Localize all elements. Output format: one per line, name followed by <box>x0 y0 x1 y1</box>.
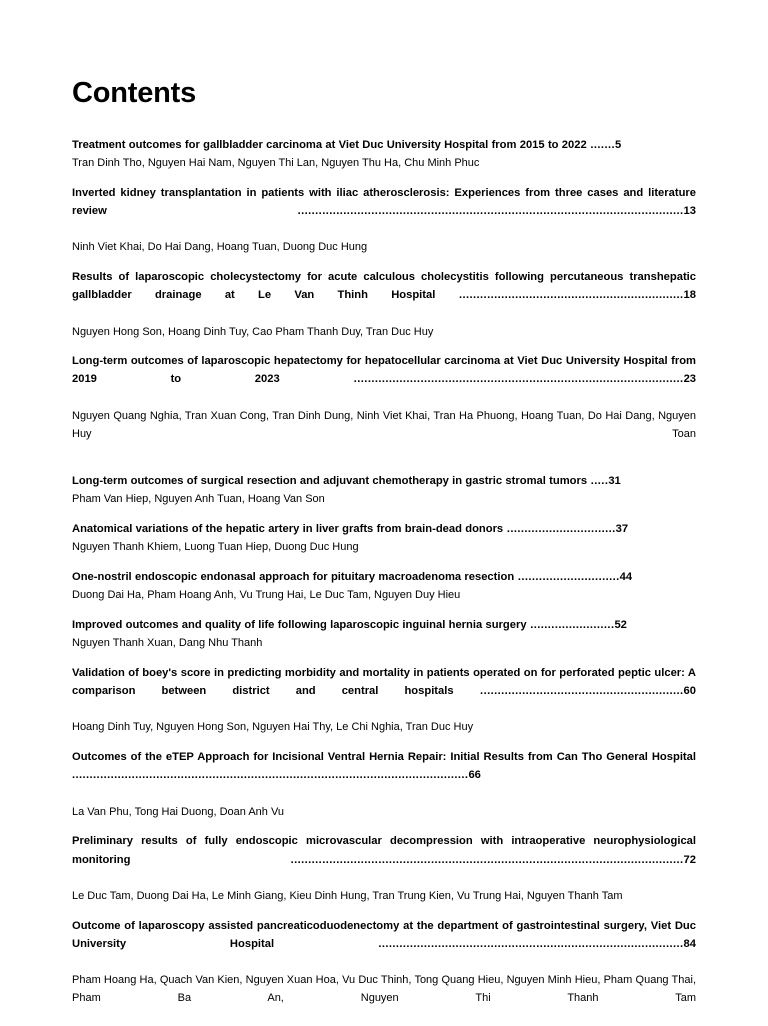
toc-entry-title: Preliminary results of fully endoscopic microvascular decompression with intraoperative neurophysiological monitoring <box>72 835 696 866</box>
toc-entry-title: Treatment outcomes for gallbladder carcinoma at Viet Duc University Hospital from 2015 to 2022 <box>72 138 587 151</box>
toc-entry-title-line <box>72 917 696 971</box>
page-title: Contents <box>72 77 197 109</box>
toc-entry-title-line <box>72 616 696 634</box>
toc-entry-title: Anatomical variations of the hepatic artery in liver grafts from brain-dead donors <box>72 523 504 536</box>
toc-page-number: 66 <box>468 769 481 782</box>
toc-entry-authors: Nguyen Thanh Xuan, Dang Nhu Thanh <box>72 637 263 650</box>
toc-entry-authors: Hoang Dinh Tuy, Nguyen Hong Son, Nguyen Hai Thy, Le Chi Nghia, Tran Duc Huy <box>72 721 474 734</box>
toc-entry-authors: La Van Phu, Tong Hai Duong, Doan Anh Vu <box>72 805 285 818</box>
toc-entry[interactable] <box>72 268 696 341</box>
toc-page-number: 52 <box>614 619 627 632</box>
toc-entry[interactable] <box>72 136 696 173</box>
toc-page-number: 72 <box>683 853 696 866</box>
toc-page-number: 84 <box>683 937 696 950</box>
toc-leader: ........................ <box>526 619 615 632</box>
toc-leader: ....... <box>586 138 615 151</box>
toc-entry[interactable] <box>72 832 696 905</box>
toc-entry[interactable] <box>72 748 696 821</box>
toc-entry-title: Long-term outcomes of laparoscopic hepatectomy for hepatocellular carcinoma at Viet Duc University Hospital from 2019 to 2023 <box>72 355 696 386</box>
toc-leader: .............................................................................................. <box>279 373 684 386</box>
toc-entry-title-line <box>72 664 696 718</box>
toc-entry-authors: Pham Van Hiep, Nguyen Anh Tuan, Hoang Van Son <box>72 493 325 506</box>
toc-entry-title: Outcome of laparoscopy assisted pancreaticoduodenectomy at the department of gastrointestinal surgery, Viet Duc University Hospital <box>72 919 696 950</box>
toc-entry[interactable] <box>72 352 696 461</box>
toc-entry-authors: Nguyen Hong Son, Hoang Dinh Tuy, Cao Pham Thanh Duy, Tran Duc Huy <box>72 325 434 338</box>
toc-entry-title-line <box>72 472 696 490</box>
toc-entry-authors: Duong Dai Ha, Pham Hoang Anh, Vu Trung Hai, Le Duc Tam, Nguyen Duy Hieu <box>72 589 461 602</box>
toc-page-number: 13 <box>683 204 696 217</box>
toc-entry-title: Improved outcomes and quality of life following laparoscopic inguinal hernia surgery <box>72 619 527 632</box>
toc-entry-authors: Nguyen Thanh Khiem, Luong Tuan Hiep, Duong Duc Hung <box>72 541 359 554</box>
toc-page-number: 23 <box>683 373 697 386</box>
toc-entry[interactable] <box>72 520 696 557</box>
toc-leader: ............................... <box>503 523 616 536</box>
toc-entry-title-line <box>72 520 696 538</box>
toc-leader: ....................................................................................... <box>274 937 684 950</box>
toc-entry[interactable] <box>72 472 696 509</box>
toc-page-number: 18 <box>683 289 696 302</box>
toc-entry[interactable] <box>72 184 696 257</box>
table-of-contents <box>72 136 696 1026</box>
toc-leader: ................................................................................................................. <box>72 769 469 782</box>
toc-entry-title: Long-term outcomes of surgical resection and adjuvant chemotherapy in gastric stromal tumors <box>72 475 588 488</box>
toc-entry-authors: Le Duc Tam, Duong Dai Ha, Le Minh Giang, Kieu Dinh Hung, Tran Trung Kien, Vu Trung Hai, Nguyen Thanh Tam <box>72 889 623 902</box>
toc-entry-title-line <box>72 184 696 238</box>
toc-entry-title: Inverted kidney transplantation in patients with iliac atherosclerosis: Experiences from three cases and literature review <box>72 186 696 217</box>
toc-page-number: 60 <box>683 685 696 698</box>
toc-entry-title-line <box>72 136 696 154</box>
toc-entry[interactable] <box>72 917 696 1026</box>
toc-entry-title-line <box>72 832 696 886</box>
toc-page-number: 37 <box>615 523 629 536</box>
toc-page-number: 31 <box>608 475 621 488</box>
toc-entry-title-line <box>72 748 696 802</box>
toc-entry[interactable] <box>72 568 696 605</box>
toc-leader: .......................................................... <box>453 685 684 698</box>
toc-leader: ............................. <box>514 571 620 584</box>
toc-entry-authors: Pham Hoang Ha, Quach Van Kien, Nguyen Xuan Hoa, Vu Duc Thinh, Tong Quang Hieu, Nguyen Minh Hieu, Pham Quang Thai, Pham Ba An, Nguyen Thi Thanh Tam <box>72 974 696 1004</box>
toc-entry-title: One-nostril endoscopic endonasal approach for pituitary macroadenoma resection <box>72 571 515 584</box>
toc-entry-title: Results of laparoscopic cholecystectomy for acute calculous cholecystitis following percutaneous transhepatic gallbladder drainage at Le Van Thinh Hospital <box>72 271 696 302</box>
toc-page-number: 44 <box>619 571 633 584</box>
toc-entry-authors: Ninh Viet Khai, Do Hai Dang, Hoang Tuan, Duong Duc Hung <box>72 241 368 254</box>
toc-leader: .............................................................................................................. <box>106 204 684 217</box>
toc-leader: ................................................................ <box>435 289 684 302</box>
toc-entry-title-line <box>72 352 696 406</box>
toc-entry[interactable] <box>72 616 696 653</box>
toc-entry-title-line <box>72 568 696 586</box>
toc-leader: ................................................................................................................ <box>130 853 684 866</box>
toc-entry[interactable] <box>72 664 696 737</box>
toc-leader: ..... <box>587 475 609 488</box>
toc-entry-title: Validation of boey's score in predicting morbidity and mortality in patients operated on for perforated peptic ulcer: A comparison between district and central hospitals <box>72 666 696 698</box>
toc-page-number: 5 <box>614 138 622 151</box>
toc-entry-title-line <box>72 268 696 322</box>
toc-entry-authors: Tran Dinh Tho, Nguyen Hai Nam, Nguyen Thi Lan, Nguyen Thu Ha, Chu Minh Phuc <box>72 157 480 170</box>
toc-entry-title: Outcomes of the eTEP Approach for Incisional Ventral Hernia Repair: Initial Results from Can Tho General Hospital <box>72 751 696 764</box>
toc-entry-authors: Nguyen Quang Nghia, Tran Xuan Cong, Tran Dinh Dung, Ninh Viet Khai, Tran Ha Phuong, Hoang Tuan, Do Hai Dang, Nguyen Huy Toan <box>72 409 696 440</box>
